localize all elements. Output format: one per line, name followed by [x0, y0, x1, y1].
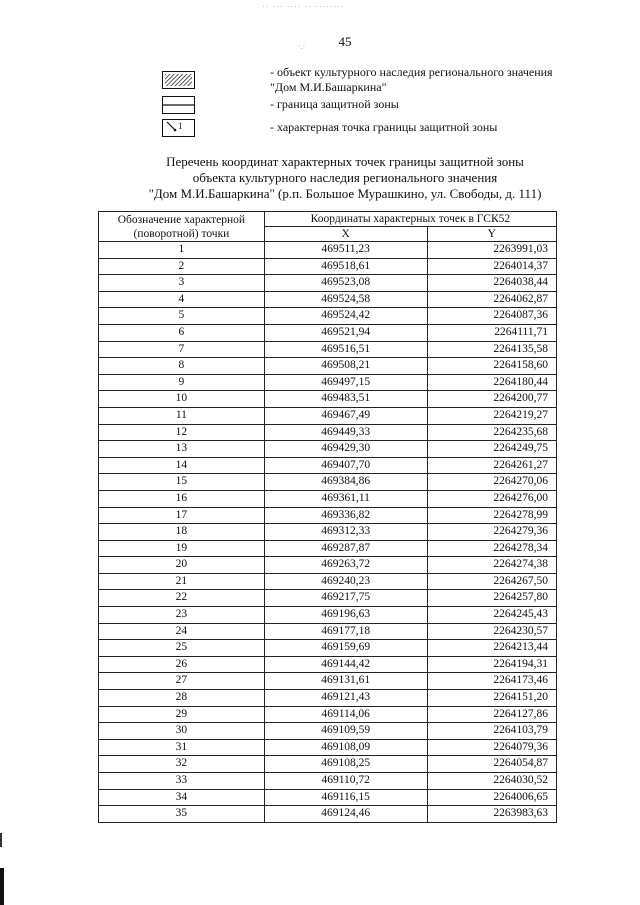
cell-x: 469523,08	[264, 275, 427, 292]
cell-x: 469287,87	[264, 540, 427, 557]
cell-y: 2264151,20	[427, 690, 556, 707]
table-row	[99, 623, 557, 640]
cell-y: 2264213,44	[427, 640, 556, 657]
table-row	[99, 391, 557, 408]
table-row	[99, 242, 557, 259]
point-marker-icon	[162, 119, 195, 137]
header-coordinates: Координаты характерных точек в ГСК52	[264, 212, 556, 227]
legend-item-boundary	[162, 96, 399, 114]
table-row	[99, 308, 557, 325]
cell-point-number: 3	[99, 275, 265, 292]
page-number: 45	[338, 34, 352, 49]
table-row	[99, 424, 557, 441]
table-row	[99, 324, 557, 341]
table-row	[99, 640, 557, 657]
cell-x: 469196,63	[264, 607, 427, 624]
table-row	[99, 706, 557, 723]
cell-y: 2264276,00	[427, 490, 556, 507]
table-row	[99, 275, 557, 292]
cell-x: 469516,51	[264, 341, 427, 358]
table-row	[99, 474, 557, 491]
cell-y: 2264180,44	[427, 374, 556, 391]
cell-y: 2264135,58	[427, 341, 556, 358]
cell-y: 2264079,36	[427, 739, 556, 756]
table-caption	[0, 154, 640, 202]
cell-y: 2264267,50	[427, 573, 556, 590]
table-row	[99, 656, 557, 673]
cell-x: 469467,49	[264, 407, 427, 424]
table-row	[99, 441, 557, 458]
legend-text-point: - характерная точка границы защитной зоны	[270, 120, 498, 134]
table-row	[99, 407, 557, 424]
table-row	[99, 374, 557, 391]
cell-point-number: 18	[99, 524, 265, 541]
table-row	[99, 524, 557, 541]
cell-y: 2263991,03	[427, 242, 556, 259]
cell-x: 469159,69	[264, 640, 427, 657]
cell-x: 469116,15	[264, 789, 427, 806]
cell-x: 469144,42	[264, 656, 427, 673]
cell-point-number: 2	[99, 258, 265, 275]
cell-y: 2264261,27	[427, 457, 556, 474]
table-row	[99, 490, 557, 507]
cell-y: 2264219,27	[427, 407, 556, 424]
cell-y: 2263983,63	[427, 806, 556, 823]
cell-y: 2264249,75	[427, 441, 556, 458]
cell-x: 469217,75	[264, 590, 427, 607]
cell-x: 469108,09	[264, 739, 427, 756]
cell-y: 2264194,31	[427, 656, 556, 673]
cell-point-number: 33	[99, 773, 265, 790]
legend-text-object: - объект культурного наследия регионального значения "Дом М.И.Башаркина"	[270, 65, 553, 94]
point-marker-label: 1	[178, 121, 183, 131]
cell-y: 2264103,79	[427, 723, 556, 740]
table-row	[99, 341, 557, 358]
table-row	[99, 690, 557, 707]
cell-x: 469121,43	[264, 690, 427, 707]
cell-y: 2264270,06	[427, 474, 556, 491]
cell-point-number: 10	[99, 391, 265, 408]
cell-x: 469518,61	[264, 258, 427, 275]
cell-x: 469407,70	[264, 457, 427, 474]
cell-point-number: 14	[99, 457, 265, 474]
cell-x: 469109,59	[264, 723, 427, 740]
cell-y: 2264054,87	[427, 756, 556, 773]
cell-x: 469240,23	[264, 573, 427, 590]
cell-y: 2264006,65	[427, 789, 556, 806]
cell-x: 469429,30	[264, 441, 427, 458]
table-row	[99, 806, 557, 823]
table-row	[99, 607, 557, 624]
cell-point-number: 24	[99, 623, 265, 640]
table-row	[99, 739, 557, 756]
cell-y: 2264257,80	[427, 590, 556, 607]
table-row	[99, 573, 557, 590]
cell-point-number: 23	[99, 607, 265, 624]
cell-point-number: 1	[99, 242, 265, 259]
boundary-line-icon	[162, 96, 195, 114]
caption-line-2: объекта культурного наследия регионального значения	[192, 170, 498, 185]
cell-y: 2264279,36	[427, 524, 556, 541]
table-row	[99, 457, 557, 474]
cell-point-number: 12	[99, 424, 265, 441]
caption-line-1: Перечень координат характерных точек границы защитной зоны	[166, 154, 524, 169]
legend-text-boundary: - граница защитной зоны	[270, 97, 399, 111]
cell-x: 469497,15	[264, 374, 427, 391]
hatched-object-icon	[162, 71, 195, 89]
cell-x: 469131,61	[264, 673, 427, 690]
cell-point-number: 35	[99, 806, 265, 823]
cell-x: 469449,33	[264, 424, 427, 441]
coordinates-table	[98, 211, 557, 823]
cell-x: 469177,18	[264, 623, 427, 640]
scan-edge-mark	[0, 833, 2, 847]
cell-y: 2264014,37	[427, 258, 556, 275]
cell-point-number: 17	[99, 507, 265, 524]
cell-point-number: 28	[99, 690, 265, 707]
cell-y: 2264235,68	[427, 424, 556, 441]
cell-point-number: 27	[99, 673, 265, 690]
table-row	[99, 258, 557, 275]
table-row	[99, 773, 557, 790]
legend-item-object	[162, 65, 553, 94]
cell-x: 469263,72	[264, 557, 427, 574]
table-row	[99, 557, 557, 574]
cell-point-number: 15	[99, 474, 265, 491]
table-row	[99, 540, 557, 557]
header-point-designation: Обозначение характерной (поворотной) точки	[99, 212, 265, 242]
header-x: X	[264, 227, 427, 242]
cell-y: 2264200,77	[427, 391, 556, 408]
scan-artifact: ·.·	[298, 42, 306, 51]
cell-point-number: 8	[99, 358, 265, 375]
header-y: Y	[427, 227, 556, 242]
cell-point-number: 13	[99, 441, 265, 458]
cell-point-number: 34	[99, 789, 265, 806]
cell-point-number: 22	[99, 590, 265, 607]
cell-point-number: 32	[99, 756, 265, 773]
cell-x: 469114,06	[264, 706, 427, 723]
cell-y: 2264274,38	[427, 557, 556, 574]
cell-point-number: 6	[99, 324, 265, 341]
table-row	[99, 673, 557, 690]
cell-x: 469524,42	[264, 308, 427, 325]
cell-y: 2264038,44	[427, 275, 556, 292]
cell-point-number: 11	[99, 407, 265, 424]
caption-line-3: "Дом М.И.Башаркина" (р.п. Большое Мурашкино, ул. Свободы, д. 111)	[148, 186, 542, 201]
cell-y: 2264127,86	[427, 706, 556, 723]
table-row	[99, 723, 557, 740]
cell-x: 469483,51	[264, 391, 427, 408]
cell-y: 2264278,99	[427, 507, 556, 524]
cell-x: 469524,58	[264, 291, 427, 308]
cell-point-number: 30	[99, 723, 265, 740]
cell-point-number: 29	[99, 706, 265, 723]
cell-point-number: 31	[99, 739, 265, 756]
cell-y: 2264173,46	[427, 673, 556, 690]
cell-y: 2264158,60	[427, 358, 556, 375]
table-row	[99, 789, 557, 806]
table-row	[99, 291, 557, 308]
scan-edge-bar	[0, 868, 4, 905]
table-row	[99, 756, 557, 773]
cell-x: 469110,72	[264, 773, 427, 790]
cell-y: 2264230,57	[427, 623, 556, 640]
cell-y: 2264062,87	[427, 291, 556, 308]
cell-point-number: 20	[99, 557, 265, 574]
table-header-row	[99, 212, 557, 227]
cell-y: 2264111,71	[427, 324, 556, 341]
cell-x: 469521,94	[264, 324, 427, 341]
cell-x: 469312,33	[264, 524, 427, 541]
cell-point-number: 7	[99, 341, 265, 358]
cell-x: 469508,21	[264, 358, 427, 375]
cell-point-number: 19	[99, 540, 265, 557]
cell-point-number: 4	[99, 291, 265, 308]
cell-x: 469384,86	[264, 474, 427, 491]
cell-point-number: 5	[99, 308, 265, 325]
table-row	[99, 507, 557, 524]
legend-item-point	[162, 119, 498, 137]
table-row	[99, 590, 557, 607]
cell-y: 2264087,36	[427, 308, 556, 325]
cell-y: 2264245,43	[427, 607, 556, 624]
cell-point-number: 16	[99, 490, 265, 507]
cell-point-number: 26	[99, 656, 265, 673]
cell-point-number: 21	[99, 573, 265, 590]
cell-x: 469124,46	[264, 806, 427, 823]
cell-x: 469361,11	[264, 490, 427, 507]
cell-point-number: 25	[99, 640, 265, 657]
cell-x: 469511,23	[264, 242, 427, 259]
table-row	[99, 358, 557, 375]
header-scan-artifact: ·· ··· ···· ·· ········	[262, 2, 345, 11]
cell-y: 2264030,52	[427, 773, 556, 790]
cell-y: 2264278,34	[427, 540, 556, 557]
cell-x: 469108,25	[264, 756, 427, 773]
cell-point-number: 9	[99, 374, 265, 391]
cell-x: 469336,82	[264, 507, 427, 524]
